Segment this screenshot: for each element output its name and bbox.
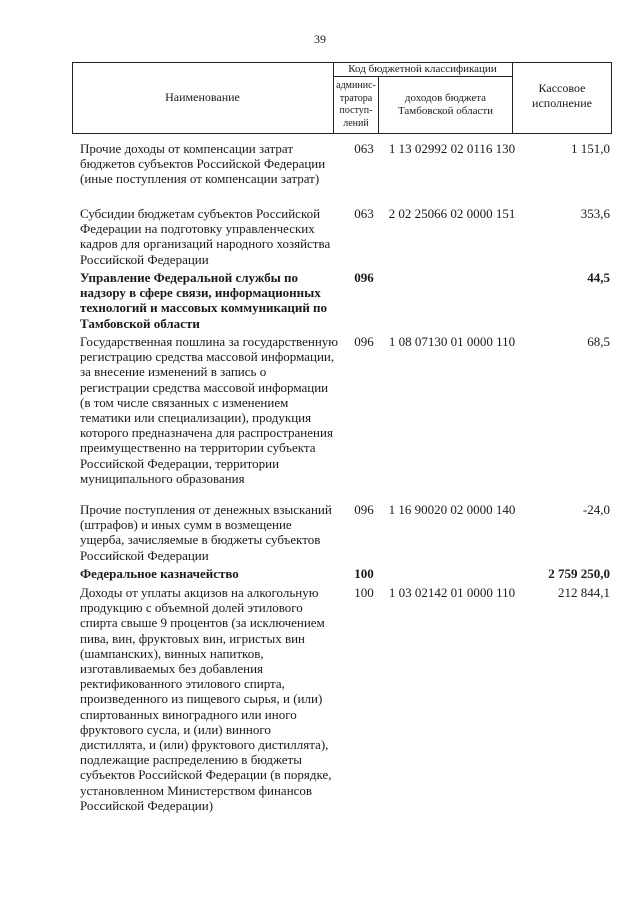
- header-budget-code-group: Код бюджетной классификации: [348, 63, 497, 75]
- row-amount: 1 151,0: [571, 141, 610, 156]
- row-budget-code: 1 16 90020 02 0000 140: [388, 502, 516, 517]
- row-name: Прочие доходы от компенсации затрат бюджетов субъектов Российской Федерации (иные поступления от компенсации затрат): [80, 141, 326, 187]
- row-name: Субсидии бюджетам субъектов Российской Федерации на подготовку управленческих кадров для организаций народного хозяйства Российской Федерации: [80, 206, 331, 267]
- row-name: Управление Федеральной службы по надзору в сфере связи, информационных технологий и массовых коммуникаций по Тамбовской области: [80, 270, 328, 331]
- row-amount: -24,0: [582, 502, 610, 517]
- header-income-column: доходов бюджета Тамбовской области: [397, 92, 494, 117]
- row-admin-code: 096: [354, 334, 374, 349]
- row-admin-code: 100: [354, 585, 374, 600]
- page-number: 39: [314, 32, 326, 46]
- row-amount: 44,5: [587, 270, 610, 285]
- row-budget-code: 1 13 02992 02 0116 130: [388, 141, 516, 156]
- row-admin-code: 096: [354, 502, 374, 517]
- row-name: Прочие поступления от денежных взысканий (штрафов) и иных сумм в возмещение ущерба, зачисляемые в бюджеты субъектов Российской Федерации: [80, 502, 332, 563]
- row-name: Доходы от уплаты акцизов на алкогольную продукцию с объемной долей этилового спирта свыше 9 процентов (за исключением пива, вин, фруктовых вин, игристых вин (шампанских), винных напитков, изготавливаемых без добавления ректификованного этилового спирта, произведенного из пищевого сырья, и (или) спиртованных виноградного или иного фруктового сусла, и (или) винного дистиллята, и (или) фруктового дистиллята), подлежащие распределению в бюджеты субъектов Российской Федерации (в порядке, установленном Министерством финансов Российской Федерации): [80, 585, 332, 813]
- row-admin-code: 100: [354, 566, 374, 581]
- row-budget-code: 1 08 07130 01 0000 110: [388, 334, 516, 349]
- row-amount: 2 759 250,0: [548, 566, 610, 581]
- row-admin-code: 096: [354, 270, 374, 285]
- row-budget-code: 1 03 02142 01 0000 110: [388, 585, 516, 600]
- row-budget-code: 2 02 25066 02 0000 151: [388, 206, 516, 221]
- row-admin-code: 063: [354, 141, 374, 156]
- row-admin-code: 063: [354, 206, 374, 221]
- header-cash-column: Кассовое исполнение: [532, 81, 592, 110]
- row-name: Федеральное казначейство: [80, 566, 239, 581]
- row-amount: 353,6: [580, 206, 610, 221]
- row-amount: 212 844,1: [558, 585, 610, 600]
- row-amount: 68,5: [587, 334, 610, 349]
- header-name-column: Наименование: [165, 90, 240, 104]
- header-admin-column: админис- тратора поступ- лений: [336, 80, 376, 129]
- row-name: Государственная пошлина за государственную регистрацию средства массовой информации, за внесение изменений в запись о регистрации средства массовой информации (в том числе связанных с изменением тематики или специализации), продукция которого предназначена для распространения преимущественно на территории субъекта Российской Федерации, территории муниципального образования: [80, 334, 339, 486]
